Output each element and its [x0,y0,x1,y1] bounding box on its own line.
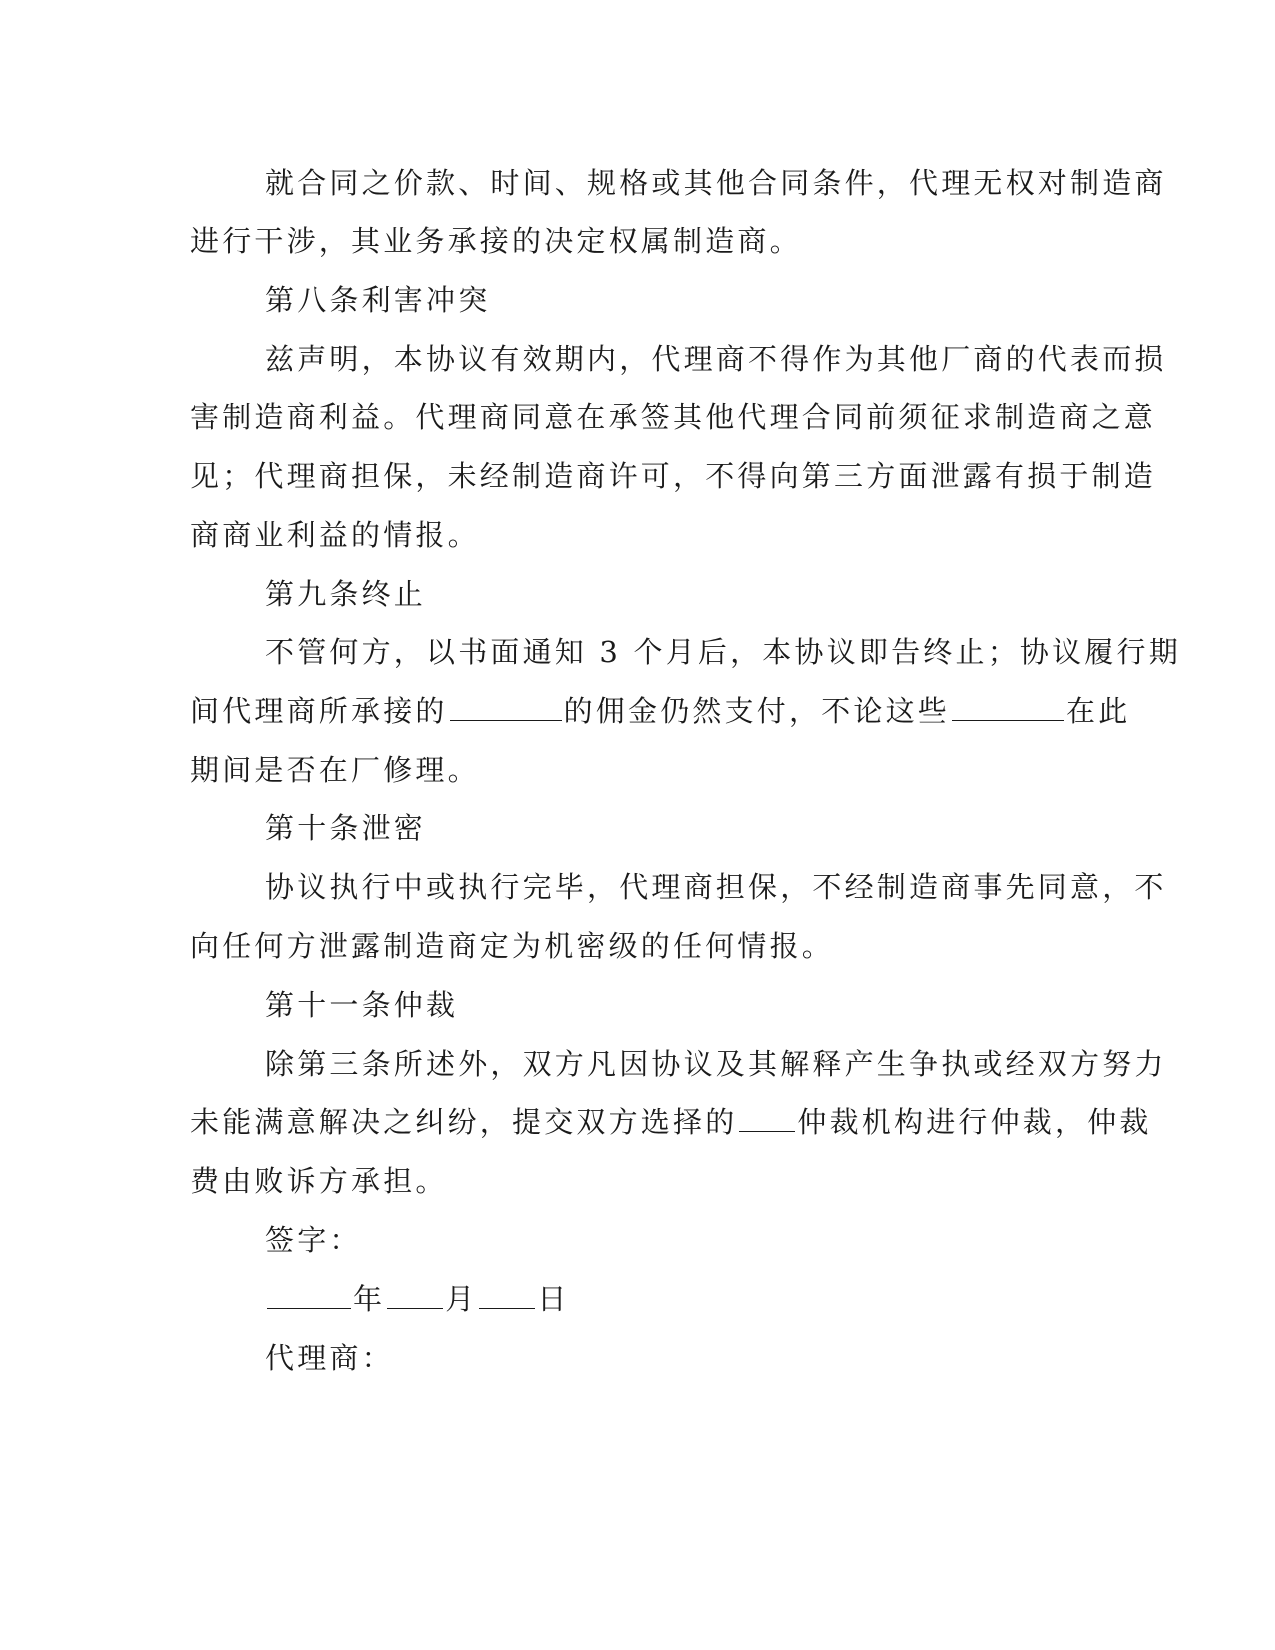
text-segment: 仲裁机构进行仲裁，仲裁 [797,1105,1152,1139]
paragraph-line: 商商业利益的情报。 [190,518,480,552]
paragraph-line [190,693,1131,729]
text-segment: 间代理商所承接的 [190,694,448,728]
fill-in-blank [450,694,562,721]
section-heading-article-8: 第八条利害冲突 [265,283,491,317]
signature-label: 签字： [265,1223,362,1257]
paragraph-line: 除第三条所述外，双方凡因协议及其解释产生争执或经双方努力 [265,1047,1167,1081]
text-segment: 在此 [1066,694,1131,728]
year-blank [267,1282,351,1309]
section-heading-article-9: 第九条终止 [265,577,427,611]
day-label: 日 [537,1282,570,1316]
date-line [265,1281,1080,1317]
paragraph-line: 协议执行中或执行完毕，代理商担保，不经制造商事先同意，不 [265,870,1167,904]
day-blank [479,1282,535,1309]
paragraph-line [190,1104,1152,1140]
paragraph-line: 害制造商利益。代理商同意在承签其他代理合同前须征求制造商之意 [190,400,1157,434]
paragraph-line: 进行干涉，其业务承接的决定权属制造商。 [190,224,802,258]
fill-in-blank [952,694,1064,721]
paragraph-line: 不管何方，以书面通知 3 个月后，本协议即告终止；协议履行期 [265,635,1181,669]
text-segment: 的佣金仍然支付，不论这些 [563,694,951,728]
fill-in-blank [739,1105,795,1132]
month-label: 月 [445,1282,478,1316]
section-heading-article-10: 第十条泄密 [265,811,427,845]
paragraph-line: 就合同之价款、时间、规格或其他合同条件，代理无权对制造商 [265,166,1167,200]
month-blank [387,1282,443,1309]
paragraph-line: 期间是否在厂修理。 [190,753,480,787]
text-segment: 未能满意解决之纠纷，提交双方选择的 [190,1105,738,1139]
paragraph-line: 向任何方泄露制造商定为机密级的任何情报。 [190,929,835,963]
paragraph-line: 费由败诉方承担。 [190,1164,448,1198]
paragraph-line: 兹声明，本协议有效期内，代理商不得作为其他厂商的代表而损 [265,342,1167,376]
section-heading-article-11: 第十一条仲裁 [265,988,459,1022]
agent-label: 代理商： [265,1341,394,1375]
paragraph-line: 见；代理商担保，未经制造商许可，不得向第三方面泄露有损于制造 [190,459,1157,493]
year-label: 年 [353,1282,386,1316]
